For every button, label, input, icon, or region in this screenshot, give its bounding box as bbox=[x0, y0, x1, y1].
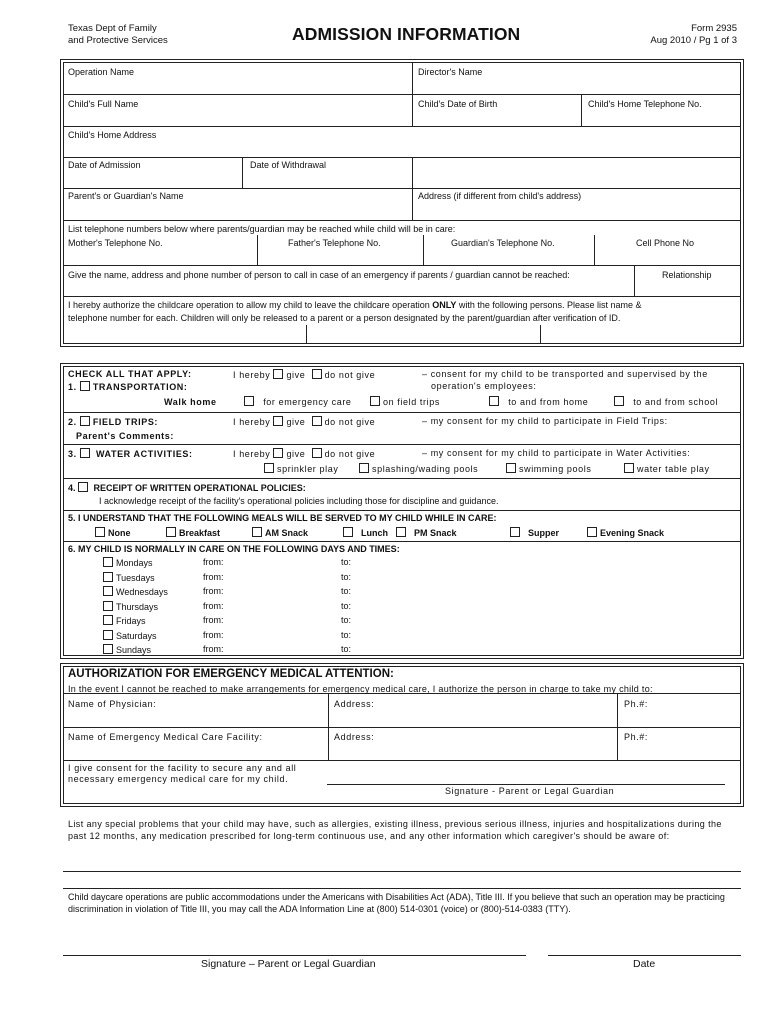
agency-line-1: Texas Dept of Family bbox=[68, 23, 157, 34]
ada-notice: Child daycare operations are public accommodations under the Americans with Disabilities Act (ADA), Title III. If you believe that such an operation may be practicing discrimination in violation of Title III, you may call the ADA Information Line at (800) 514-0301 (voice) or (800)-514-0383 (TTY). bbox=[68, 892, 725, 914]
day-monday-from[interactable]: from: bbox=[203, 557, 224, 567]
to-from-school-option: to and from school bbox=[614, 396, 718, 407]
to-from-home-checkbox[interactable] bbox=[489, 396, 499, 406]
field-trips-option: on field trips bbox=[370, 396, 440, 407]
meal-supper[interactable]: Supper bbox=[510, 527, 559, 538]
transport-give-checkbox[interactable] bbox=[273, 369, 283, 379]
day-friday[interactable]: Fridays bbox=[103, 615, 146, 626]
transportation-label: 1. TRANSPORTATION: bbox=[68, 382, 188, 392]
meal-breakfast[interactable]: Breakfast bbox=[166, 527, 220, 538]
transport-consent-text: – consent for my child to be transported and supervised by the bbox=[422, 369, 708, 379]
guardians-phone-field[interactable]: Guardian's Telephone No. bbox=[451, 238, 555, 248]
day-friday-from[interactable]: from: bbox=[203, 615, 224, 625]
receipt-policies-text: I acknowledge receipt of the facility's operational policies including those for discipline and guidance. bbox=[99, 496, 499, 506]
signature-line[interactable] bbox=[63, 955, 526, 956]
day-monday-to[interactable]: to: bbox=[341, 557, 352, 567]
day-wednesday[interactable]: Wednesdays bbox=[103, 586, 168, 597]
physician-address-field[interactable]: Address: bbox=[334, 699, 375, 709]
meals-heading: 5. I UNDERSTAND THAT THE FOLLOWING MEALS WILL BE SERVED TO MY CHILD WHILE IN CARE: bbox=[68, 513, 497, 523]
medical-consent-line1: I give consent for the facility to secure any and all bbox=[68, 763, 297, 773]
field-trips-consent-text: – my consent for my child to participate in Field Trips: bbox=[422, 416, 668, 426]
page-title: ADMISSION INFORMATION bbox=[292, 24, 521, 44]
emergency-care-option: for emergency care bbox=[244, 396, 352, 407]
meal-breakfast-checkbox[interactable] bbox=[166, 527, 176, 537]
day-saturday-to[interactable]: to: bbox=[341, 630, 352, 640]
parents-comments-field[interactable]: Parent's Comments: bbox=[76, 431, 174, 441]
swimming-checkbox[interactable] bbox=[506, 463, 516, 473]
childs-full-name-field[interactable]: Child's Full Name bbox=[68, 99, 139, 109]
day-sunday[interactable]: Sundays bbox=[103, 644, 151, 655]
day-saturday[interactable]: Saturdays bbox=[103, 630, 157, 641]
day-saturday-checkbox[interactable] bbox=[103, 630, 113, 640]
emergency-contact-field[interactable]: Give the name, address and phone number of person to call in case of an emergency if parents / guardian cannot be reached: bbox=[68, 270, 570, 280]
to-from-school-checkbox[interactable] bbox=[614, 396, 624, 406]
meal-none-checkbox[interactable] bbox=[95, 527, 105, 537]
day-thursday-from[interactable]: from: bbox=[203, 601, 224, 611]
mothers-phone-field[interactable]: Mother's Telephone No. bbox=[68, 238, 163, 248]
operation-name-field[interactable]: Operation Name bbox=[68, 67, 135, 77]
field-trips-label: 2. FIELD TRIPS: bbox=[68, 417, 159, 427]
meal-lunch[interactable]: Lunch bbox=[343, 527, 388, 538]
water-activities-checkbox[interactable] bbox=[80, 448, 90, 458]
childs-dob-field[interactable]: Child's Date of Birth bbox=[418, 99, 498, 109]
day-sunday-to[interactable]: to: bbox=[341, 644, 352, 654]
day-wednesday-to[interactable]: to: bbox=[341, 586, 352, 596]
form-number: Form 2935 bbox=[691, 23, 737, 34]
check-all-heading: CHECK ALL THAT APPLY: bbox=[68, 369, 192, 379]
medical-signature-label[interactable]: Signature - Parent or Legal Guardian bbox=[445, 786, 615, 796]
field-trips-consent-options: I hereby give do not give bbox=[233, 417, 376, 427]
date-of-admission-field[interactable]: Date of Admission bbox=[68, 160, 141, 170]
water-consent-text: – my consent for my child to participate in Water Activities: bbox=[422, 448, 691, 458]
day-saturday-from[interactable]: from: bbox=[203, 630, 224, 640]
days-heading: 6. MY CHILD IS NORMALLY IN CARE ON THE FOLLOWING DAYS AND TIMES: bbox=[68, 544, 400, 554]
day-tuesday[interactable]: Tuesdays bbox=[103, 572, 155, 583]
emergency-care-checkbox[interactable] bbox=[244, 396, 254, 406]
transport-consent-options: I hereby give do not give bbox=[233, 370, 376, 380]
facility-phone-field[interactable]: Ph.#: bbox=[624, 732, 649, 742]
agency-name bbox=[68, 23, 168, 47]
transportation-checkbox[interactable] bbox=[80, 381, 90, 391]
meal-evening-snack[interactable]: Evening Snack bbox=[587, 527, 664, 538]
special-problems-text: List any special problems that your child may have, such as allergies, existing illness, previous serious illness, injuries and hospitalizations during the past 12 months, any medication prescribed for long-term continuous use, and any other information which caregiver's should be aware of: bbox=[68, 819, 722, 841]
receipt-policies-checkbox[interactable] bbox=[78, 482, 88, 492]
date-line[interactable] bbox=[548, 955, 741, 956]
meal-am-snack-checkbox[interactable] bbox=[252, 527, 262, 537]
transport-do-not-give-checkbox[interactable] bbox=[312, 369, 322, 379]
physician-phone-field[interactable]: Ph.#: bbox=[624, 699, 649, 709]
to-from-home-option: to and from home bbox=[489, 396, 588, 407]
emergency-medical-intro: In the event I cannot be reached to make arrangements for emergency medical care, I authorize the person in charge to take my child to: bbox=[68, 684, 653, 694]
sprinkler-option: sprinkler play bbox=[264, 463, 338, 474]
date-label: Date bbox=[633, 958, 656, 970]
form-date: Aug 2010 / Pg 1 of 3 bbox=[650, 35, 737, 46]
release-authorization-line1: I hereby authorize the childcare operation to allow my child to leave the childcare operation ONLY with the following persons. Please list name & bbox=[68, 300, 642, 310]
day-wednesday-checkbox[interactable] bbox=[103, 586, 113, 596]
day-tuesday-checkbox[interactable] bbox=[103, 572, 113, 582]
day-sunday-from[interactable]: from: bbox=[203, 644, 224, 654]
water-activities-label: 3. WATER ACTIVITIES: bbox=[68, 449, 193, 459]
childs-home-address-field[interactable]: Child's Home Address bbox=[68, 130, 157, 140]
day-thursday-to[interactable]: to: bbox=[341, 601, 352, 611]
day-thursday-checkbox[interactable] bbox=[103, 601, 113, 611]
swimming-option: swimming pools bbox=[506, 463, 591, 474]
day-tuesday-from[interactable]: from: bbox=[203, 572, 224, 582]
directors-name-field[interactable]: Director's Name bbox=[418, 67, 483, 77]
parent-name-field[interactable]: Parent's or Guardian's Name bbox=[68, 191, 184, 201]
phone-list-instructions: List telephone numbers below where parents/guardian may be reached while child will be in care: bbox=[68, 224, 456, 234]
day-monday-checkbox[interactable] bbox=[103, 557, 113, 567]
meal-none[interactable]: None bbox=[95, 527, 131, 538]
section-consents bbox=[63, 366, 741, 656]
date-of-withdrawal-field[interactable]: Date of Withdrawal bbox=[250, 160, 327, 170]
sprinkler-checkbox[interactable] bbox=[264, 463, 274, 473]
receipt-policies-label: 4. RECEIPT OF WRITTEN OPERATIONAL POLICIES: bbox=[68, 483, 306, 493]
day-friday-to[interactable]: to: bbox=[341, 615, 352, 625]
water-consent-options: I hereby give do not give bbox=[233, 449, 376, 459]
meal-pm-snack[interactable]: PM Snack bbox=[396, 527, 457, 538]
form-info bbox=[650, 23, 737, 47]
water-table-checkbox[interactable] bbox=[624, 463, 634, 473]
cell-phone-field[interactable]: Cell Phone No bbox=[636, 238, 695, 248]
walk-home-label: Walk home bbox=[164, 397, 217, 407]
day-monday[interactable]: Mondays bbox=[103, 557, 153, 568]
facility-name-field[interactable]: Name of Emergency Medical Care Facility: bbox=[68, 732, 263, 742]
water-table-option: water table play bbox=[624, 463, 710, 474]
transport-consent-text-2: operation's employees: bbox=[431, 381, 537, 391]
alt-address-field[interactable]: Address (if different from child's address) bbox=[418, 191, 582, 201]
splashing-option: splashing/wading pools bbox=[359, 463, 478, 474]
childs-home-phone-field[interactable]: Child's Home Telephone No. bbox=[588, 99, 702, 109]
on-field-trips-checkbox[interactable] bbox=[370, 396, 380, 406]
meal-am-snack[interactable]: AM Snack bbox=[252, 527, 308, 538]
water-give-checkbox[interactable] bbox=[273, 448, 283, 458]
release-authorization-line2: telephone number for each. Children will only be released to a parent or a person designated by the parent/guardian after verification of ID. bbox=[68, 313, 621, 323]
relationship-field[interactable]: Relationship bbox=[662, 270, 712, 280]
day-sunday-checkbox[interactable] bbox=[103, 644, 113, 654]
special-problems-line[interactable] bbox=[63, 871, 741, 872]
splashing-checkbox[interactable] bbox=[359, 463, 369, 473]
signature-label: Signature – Parent or Legal Guardian bbox=[201, 958, 376, 970]
field-give-checkbox[interactable] bbox=[273, 416, 283, 426]
day-thursday[interactable]: Thursdays bbox=[103, 601, 158, 612]
facility-address-field[interactable]: Address: bbox=[334, 732, 375, 742]
fathers-phone-field[interactable]: Father's Telephone No. bbox=[288, 238, 381, 248]
medical-consent-line2: necessary emergency medical care for my child. bbox=[68, 774, 289, 784]
meal-pm-snack-checkbox[interactable] bbox=[396, 527, 406, 537]
day-tuesday-to[interactable]: to: bbox=[341, 572, 352, 582]
meal-lunch-checkbox[interactable] bbox=[343, 527, 353, 537]
agency-line-2: and Protective Services bbox=[68, 35, 168, 46]
day-friday-checkbox[interactable] bbox=[103, 615, 113, 625]
field-trips-checkbox[interactable] bbox=[80, 416, 90, 426]
water-do-not-give-checkbox[interactable] bbox=[312, 448, 322, 458]
physician-name-field[interactable]: Name of Physician: bbox=[68, 699, 157, 709]
meal-evening-snack-checkbox[interactable] bbox=[587, 527, 597, 537]
field-do-not-give-checkbox[interactable] bbox=[312, 416, 322, 426]
day-wednesday-from[interactable]: from: bbox=[203, 586, 224, 596]
meal-supper-checkbox[interactable] bbox=[510, 527, 520, 537]
emergency-medical-heading: AUTHORIZATION FOR EMERGENCY MEDICAL ATTENTION: bbox=[68, 668, 394, 680]
